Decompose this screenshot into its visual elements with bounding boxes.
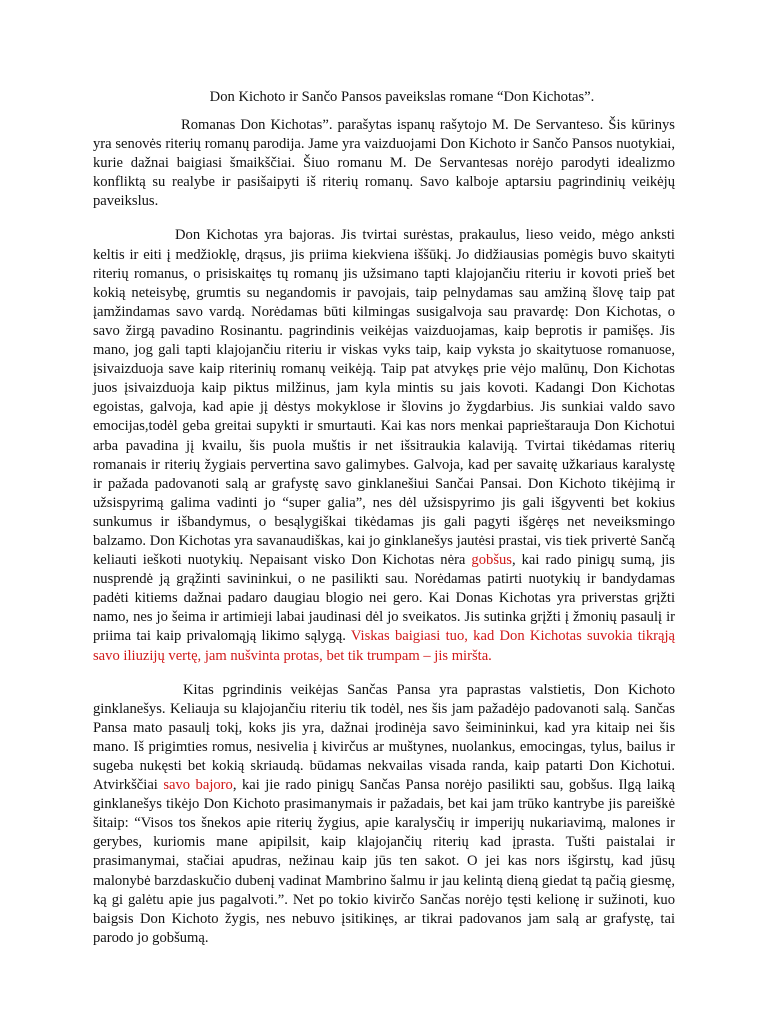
highlighted-text: gobšus bbox=[471, 552, 512, 569]
document-body bbox=[93, 116, 675, 963]
highlighted-text: Viskas baigiasi tuo, kad Don Kichotas suvokia tikrąją savo iliuzijų vertę, jam nušvinta protas, bet tik trumpam – jis miršta. bbox=[93, 628, 675, 664]
paragraph-text: , kai rado pinigų sumą, jis nusprendė ją grąžinti savininkui, o ne pasilikti sau. Norėdamas patirti nuotykių ir bandydamas padėti kitiems dažnai padaro daugiau blogio nei gero. Kai Donas Kichotas yra priverstas grįžti namo, nes jo šeima ir artimieji labai jaudinasi dėl jo sveikatos. Jis sutinka grįžti į žmonių pasaulį ir priima tai kaip privalomąją likimo sąlygą. bbox=[93, 552, 675, 645]
paragraph-text: Kitas pgrindinis veikėjas Sančas Pansa yra paprastas valstietis, Don Kichoto ginklanešys. Keliauja su klajojančiu riteriu tik todėl, nes šis jam pažadėjo padovanoti salą. Sančas Pansa mato pasaulį tokį, koks jis yra, dažnai įrodinėja savo šeimininkui, kad yra kitaip nei šis mano. Iš prigimties romus, nesivelia į kivirčus ar muštynes, nuolankus, emocingas, tylus, bailus ir sugeba nukęsti bet kokią skriaudą. būdamas nekvailas visada randa, kaip patarti Don Kichotui. Atvirkščiai bbox=[93, 681, 675, 794]
paragraph-don-kichotas bbox=[93, 226, 675, 665]
paragraph-intro bbox=[93, 116, 675, 211]
paragraph-sancas-pansa bbox=[93, 681, 675, 948]
paragraph-text: Romanas Don Kichotas”. parašytas ispanų rašytojo M. De Servanteso. Šis kūrinys yra senovės riterių romanų parodija. Jame yra vaizduojami Don Kichoto ir Sančo Pansos nuotykiai, kurie dažnai baigiasi šmaikščiai. Šiuo romanu M. De Servantesas norėjo parodyti idealizmo konfliktą su realybe ir pasišaipyti iš riterių romanų. Savo kalboje aptarsiu pagrindinių veikėjų paveikslus. bbox=[93, 117, 675, 210]
document-title: Don Kichoto ir Sančo Pansos paveikslas romane “Don Kichotas”. bbox=[209, 89, 595, 105]
paragraph-text: , kai jie rado pinigų Sančas Pansa norėjo pasilikti sau, gobšus. Ilgą laiką ginklanešys tikėjo Don Kichoto prasimanymais ir pažadais, bet kai jam trūko kantrybe jis pareiškė šitaip: “Visos tos šnekos apie riterių žygius, apie karalysčių ir imperijų nukariavimą, malones ir gerybes, kuriomis mane apipilsit, kaip klajojančių riterių kad įprasta. Tušti paistalai ir prasimanymai, stačiai apudras, nežinau kaip jūs ten sakot. O jei kas nors išgirstų, kad jūsų malonybė barzdaskučio dubenį vadinat Mambrino šalmu ir jau kelintą dieną giedat tą pačią giesmę, ką gi galėtu apie jus pagalvoti.”. Net po tokio kivirčo Sančas norėjo tęsti kelionę ir sužinoti, kuo baigsis Don Kichoto žygis, nes nebuvo įsitikinęs, ar tikrai padovanos jam salą ar grafystę, tai parodo jo gobšumą. bbox=[93, 777, 675, 946]
highlighted-text: savo bajoro bbox=[163, 777, 233, 794]
paragraph-text: Don Kichotas yra bajoras. Jis tvirtai surėstas, prakaulus, liesо veido, mėgo anksti keltis ir eiti į medžioklę, drąsus, jis priima kiekviena iššūkį. Jo didžiausias pomėgis buvo skaityti riterių romanus, o prisiskaitęs tų romanų jis užsimano tapti klajojančiu riteriu ir kovoti prieš bet kokią neteisybę, grumtis su negandomis ir pavojais, taip pelnydamas sau amžiną šlovę taip pat įamžindamas savo vardą. Norėdamas būti kilmingas susigalvoja sau pravardę: Don Kichotas, o savo žirgą pavadino Rosinantu. pagrindinis veikėjas vaizduojamas, kaip beprotis ir pamišęs. Jis mano, jog gali tapti klajojančiu riteriu ir viskas vyks taip, kaip vyksta jo skaitytuose romanuose, įsivaizduoja save kaip riterinių romanų veikėją. Taip pat atvykęs prie vėjo malūnų, Don Kichotas juos įsivaizduoja kaip piktus milžinus, jam kyla mintis su jais kovoti. Kadangi Don Kichotas egoistas, galvoja, kad apie jį dėstys mokyklose ir šlovins jo žygdarbius. Jis sunkiai valdo savo emocijas,todėl geba greitai supykti ir smurtauti. Kai kas nors menkai paprieštarauja Don Kichotui arba pavadina jį kvailu, šis puola muštis ir net išsitraukia kalaviją. Tvirtai tikėdamas riterių romanais ir riterių žygiais pervertina savo galimybes. Galvoja, kad per savaitę užkariaus karalystę ir pažada padovanoti salą ar grafystę savo ginklanešiui Sančai Pansai. Don Kichoto tikėjimą ir užsispyrimą galima vadinti jo “super galia”, nes dėl užsispyrimo jis gali išgyventi bet kokius sunkumus ir išbandymus, o besąlygiškai tikėdamas jis gali pagyti išgėręs net neveiksmingo balzamo. Don Kichotas yra savanaudiškas, kai jo ginklanešys jautėsi prastai, vis tiek privertė Sančą keliauti ieškoti nuotykių. Nepaisant visko Don Kichotas nėra bbox=[93, 227, 675, 569]
